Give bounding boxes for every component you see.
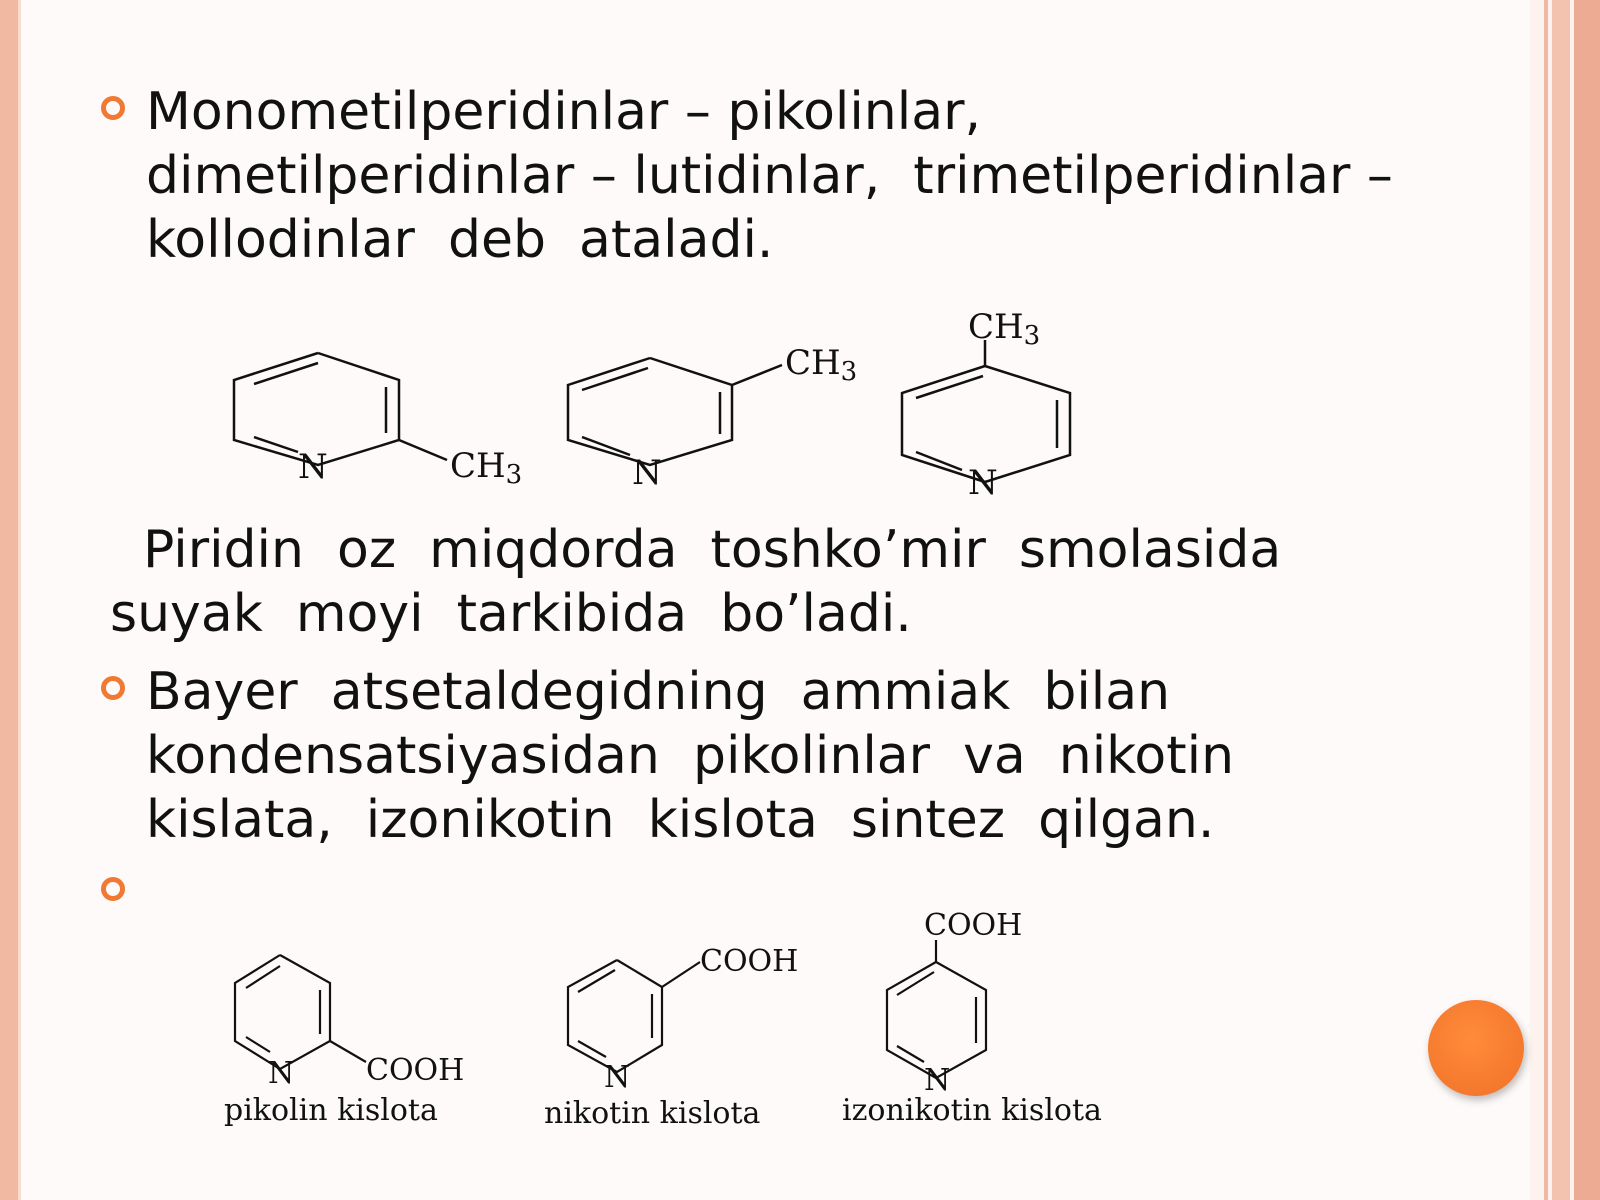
top-n-label-2: N xyxy=(632,453,662,493)
bullet-1-line-2: dimetilperidinlar – lutidinlar, trimetilperidinlar – xyxy=(146,146,1393,206)
bullet-icon xyxy=(101,877,125,901)
bottom-cooh-label-2: COOH xyxy=(700,944,799,979)
caption-nikotin-kislota: nikotin kislota xyxy=(544,1096,761,1131)
top-ch3-label-1: CH3 xyxy=(450,446,523,490)
top-ch3-label-3: CH3 xyxy=(968,307,1041,351)
bullet-icon xyxy=(101,676,125,700)
bullet-2-line-3: kislata, izonikotin kislota sintez qilgan. xyxy=(146,790,1215,850)
paragraph-line-2: suyak moyi tarkibida bo’ladi. xyxy=(110,584,912,644)
bullet-2-line-1: Bayer atsetaldegidning ammiak bilan xyxy=(146,662,1171,722)
top-n-label-1: N xyxy=(298,447,328,487)
caption-izonikotin-kislota: izonikotin kislota xyxy=(842,1093,1102,1128)
top-ch3-label-2: CH3 xyxy=(785,343,858,387)
bottom-n-label-1: N xyxy=(268,1056,295,1091)
bottom-n-label-2: N xyxy=(604,1060,631,1095)
caption-pikolin-kislota: pikolin kislota xyxy=(224,1093,438,1128)
paragraph-line-1: Piridin oz miqdorda toshko’mir smolasida xyxy=(110,520,1282,580)
bottom-n-label-3: N xyxy=(924,1063,951,1098)
bottom-cooh-label-1: COOH xyxy=(366,1053,465,1088)
bottom-cooh-label-3: COOH xyxy=(924,908,1023,943)
bullet-1-line-1: Monometilperidinlar – pikolinlar, xyxy=(146,82,981,142)
bullet-2-line-2: kondensatsiyasidan pikolinlar va nikotin xyxy=(146,726,1235,786)
bullet-1-line-3: kollodinlar deb ataladi. xyxy=(146,210,774,270)
decorative-orange-circle xyxy=(1428,1000,1524,1096)
top-n-label-3: N xyxy=(968,463,998,503)
